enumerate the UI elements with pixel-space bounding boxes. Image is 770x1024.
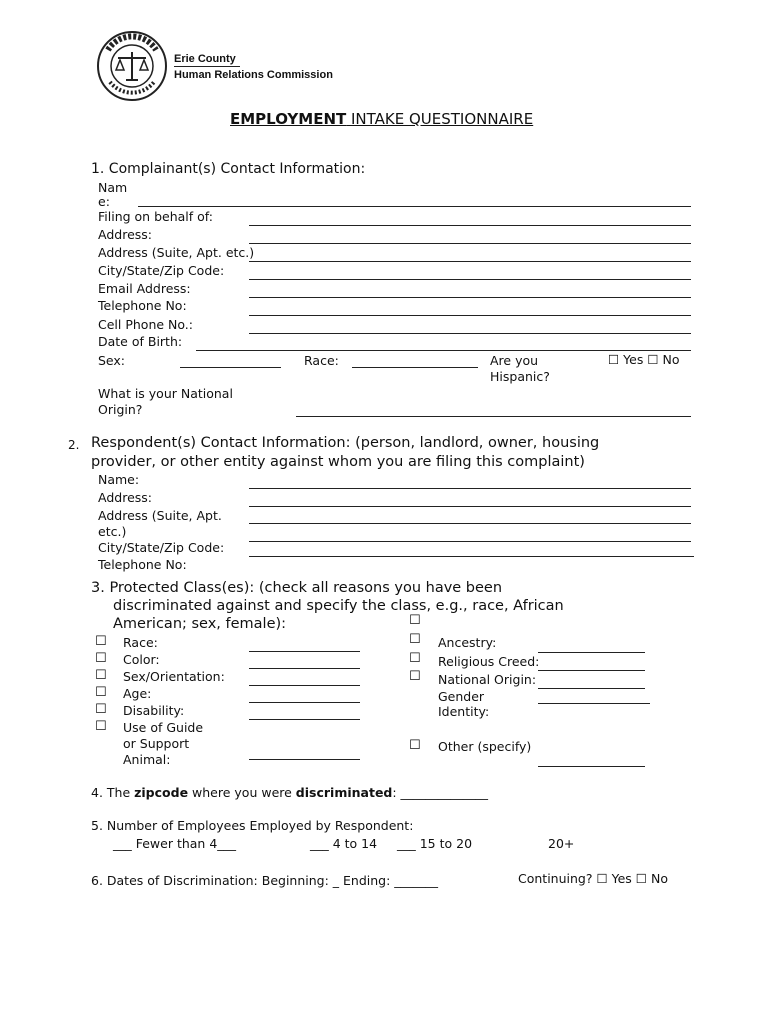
s4-mid: where you were (188, 785, 296, 800)
guide-animal-label-c: Animal: (123, 752, 171, 767)
national-origin-checkbox[interactable]: ☐ (409, 669, 421, 684)
resp-city-field[interactable] (249, 541, 691, 542)
color-class-field[interactable] (249, 668, 360, 669)
guide-animal-checkbox[interactable]: ☐ (95, 719, 107, 734)
resp-address-field[interactable] (249, 506, 691, 507)
age-checkbox[interactable]: ☐ (95, 685, 107, 700)
color-class-label: Color: (123, 652, 160, 667)
city-field[interactable] (249, 279, 691, 280)
filing-label: Filing on behalf of: (98, 209, 213, 224)
section2-heading-b: provider, or other entity against whom you are filing this complaint) (91, 454, 585, 470)
section3-heading-a: 3. Protected Class(es): (check all reasons you have been (91, 580, 503, 596)
age-class-field[interactable] (249, 702, 360, 703)
employees-15-to-20[interactable]: ___ 15 to 20 (397, 836, 473, 851)
national-origin-class-field[interactable] (538, 688, 645, 689)
org-name-line2: Human Relations Commission (174, 69, 333, 81)
race-label: Race: (304, 353, 339, 368)
cell-label: Cell Phone No.: (98, 317, 193, 332)
race-class-label: Race: (123, 635, 158, 650)
disability-class-label: Disability: (123, 703, 185, 718)
page-title-rest: INTAKE QUESTIONNAIRE (346, 110, 534, 128)
s4-discriminated-bold: discriminated (295, 785, 393, 800)
other-field[interactable] (538, 766, 645, 767)
resp-name-field[interactable] (249, 488, 691, 489)
national-origin-class-label: National Origin: (438, 672, 537, 687)
address-label: Address: (98, 227, 152, 242)
section3-heading-c: American; sex, female): (113, 616, 287, 632)
cell-field[interactable] (249, 333, 691, 334)
resp-name-label: Name: (98, 472, 140, 487)
other-label: Other (specify) (438, 739, 532, 754)
sex-orientation-checkbox[interactable]: ☐ (95, 668, 107, 683)
resp-telephone-label: Telephone No: (98, 557, 187, 572)
telephone-field[interactable] (249, 315, 691, 316)
continuing-yes-no[interactable]: Continuing? ☐ Yes ☐ No (518, 871, 668, 886)
section1-heading: 1. Complainant(s) Contact Information: (91, 161, 366, 177)
national-origin-label-a: What is your National (98, 386, 233, 401)
sex-orientation-class-field[interactable] (249, 685, 360, 686)
national-origin-label-b: Origin? (98, 402, 143, 417)
disability-checkbox[interactable]: ☐ (95, 702, 107, 717)
gender-identity-field[interactable] (538, 703, 650, 704)
address2-field[interactable] (249, 261, 691, 262)
section5-heading: 5. Number of Employees Employed by Respondent: (91, 818, 414, 833)
race-checkbox[interactable]: ☐ (95, 634, 107, 649)
s4-pre: 4. The (91, 785, 135, 800)
name-label-b: e: (98, 194, 110, 209)
creed-checkbox[interactable]: ☐ (409, 651, 421, 666)
resp-address2-label-b: etc.) (98, 524, 127, 539)
employees-4-to-14[interactable]: ___ 4 to 14 (310, 836, 378, 851)
sex-field[interactable] (180, 367, 281, 368)
dob-label: Date of Birth: (98, 334, 183, 349)
org-name-line1: Erie County (174, 53, 236, 65)
race-field[interactable] (352, 367, 478, 368)
s4-zipcode-bold: zipcode (134, 785, 189, 800)
page-title-bold: EMPLOYMENT (230, 110, 347, 128)
resp-address2-field[interactable] (249, 523, 691, 524)
page-title (230, 110, 533, 128)
guide-animal-field[interactable] (249, 759, 360, 760)
other-checkbox[interactable]: ☐ (409, 738, 421, 753)
section2-heading-a: Respondent(s) Contact Information: (person, landlord, owner, housing (91, 435, 600, 451)
checkbox[interactable]: ☐ (409, 613, 421, 628)
address2-label: Address (Suite, Apt. etc.) (98, 245, 255, 260)
city-label: City/State/Zip Code: (98, 263, 225, 278)
name-field[interactable] (138, 206, 691, 207)
hispanic-yes-no-checkboxes[interactable]: ☐ Yes ☐ No (608, 352, 680, 367)
telephone-label: Telephone No: (98, 298, 187, 313)
ancestry-field[interactable] (538, 652, 645, 653)
creed-field[interactable] (538, 670, 645, 671)
sex-label: Sex: (98, 353, 126, 368)
section4-zipcode (91, 785, 488, 800)
national-origin-field[interactable] (296, 416, 691, 417)
section6-dates: 6. Dates of Discrimination: Beginning: _ Ending: _______ (91, 873, 439, 888)
gender-identity-label-a: Gender (438, 689, 485, 704)
sex-orientation-class-label: Sex/Orientation: (123, 669, 225, 684)
employees-fewer-than-4[interactable]: ___ Fewer than 4___ (113, 836, 237, 851)
hispanic-label-b: Hispanic? (490, 369, 550, 384)
name-label-a: Nam (98, 180, 128, 195)
email-label: Email Address: (98, 281, 191, 296)
employees-20-plus[interactable]: 20+ (548, 836, 575, 851)
color-checkbox[interactable]: ☐ (95, 651, 107, 666)
hispanic-label-a: Are you (490, 353, 539, 368)
resp-address2-label-a: Address (Suite, Apt. (98, 508, 222, 523)
email-field[interactable] (249, 297, 691, 298)
ancestry-label: Ancestry: (438, 635, 497, 650)
creed-label: Religious Creed: (438, 654, 540, 669)
filing-field[interactable] (249, 225, 691, 226)
org-seal (96, 30, 168, 102)
guide-animal-label-a: Use of Guide (123, 720, 204, 735)
disability-class-field[interactable] (249, 719, 360, 720)
dob-field[interactable] (196, 350, 691, 351)
address-field[interactable] (249, 243, 691, 244)
s4-post: : ______________ (392, 785, 489, 800)
resp-address-label: Address: (98, 490, 152, 505)
resp-city-label: City/State/Zip Code: (98, 540, 225, 555)
ancestry-checkbox[interactable]: ☐ (409, 632, 421, 647)
guide-animal-label-b: or Support (123, 736, 190, 751)
section3-heading-b: discriminated against and specify the class, e.g., race, African (113, 598, 564, 614)
race-class-field[interactable] (249, 651, 360, 652)
gender-identity-label-b: Identity: (438, 704, 490, 719)
age-class-label: Age: (123, 686, 152, 701)
resp-telephone-field[interactable] (249, 556, 694, 557)
section2-number: 2. (68, 438, 80, 452)
